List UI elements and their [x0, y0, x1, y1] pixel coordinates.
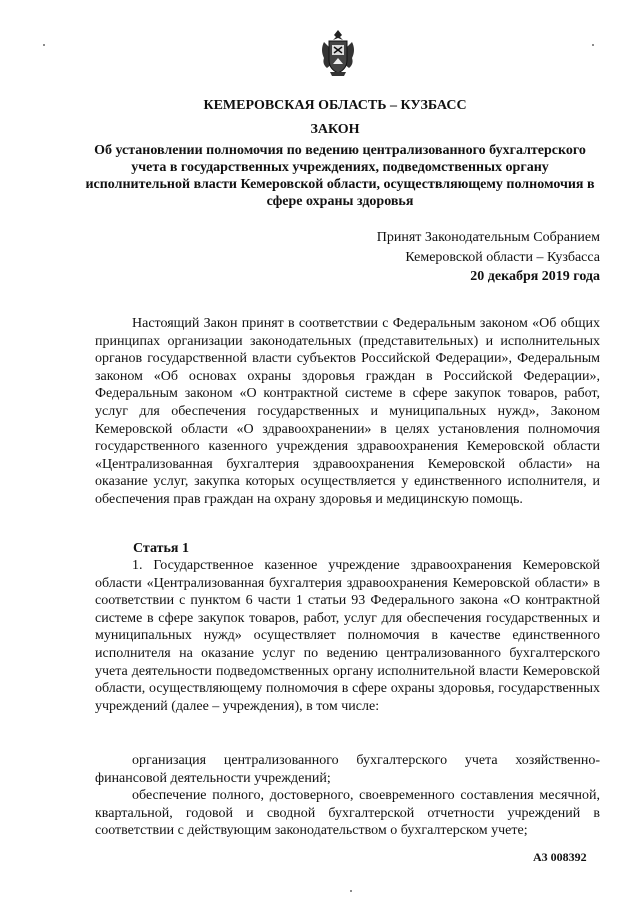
serial-number: А3 008392	[533, 850, 587, 864]
scan-speck	[43, 44, 45, 46]
law-heading: ЗАКОН	[310, 122, 360, 137]
article-1-item-2: обеспечение полного, достоверного, своевременного составления месячной, квартальной, годовой и сводной бухгалтерской отчетности учреждений в соответствии с действующим законодательством о бухгалтерском учете;	[95, 788, 600, 839]
article-1-paragraph-1: 1. Государственное казенное учреждение здравоохранения Кемеровской области «Централизованная бухгалтерия здравоохранения Кемеровской области» в соответствии с пунктом 6 части 1 статьи 93 Федерального закона «О контрактной системе в сфере закупок товаров, работ, услуг для обеспечения государственных и муниципальных нужд» осуществляет полномочия в качестве единственного исполнителя на оказание услуг по ведению централизованного бухгалтерского учета деятельности подведомственных органу исполнительной власти Кемеровской области, осуществляющему полномочия в сфере охраны здоровья, государственных учреждений (далее – учреждения), в том числе:	[95, 558, 600, 714]
article-1-item-1: организация централизованного бухгалтерского учета хозяйственно-финансовой деятельности учреждений;	[95, 753, 600, 786]
scan-speck	[592, 44, 594, 46]
adoption-line-1: Принят Законодательным Собранием	[376, 230, 600, 245]
adoption-line-2: Кемеровской области – Кузбасса	[405, 249, 600, 265]
scan-speck	[350, 890, 352, 892]
adoption-block	[377, 228, 600, 287]
coat-of-arms-icon	[318, 28, 358, 78]
preamble-paragraph: Настоящий Закон принят в соответствии с Федеральным законом «Об общих принципах организации законодательных (представительных) и исполнительных органов государственной власти субъектов Российской Федерации», Федеральным законом «Об основах охраны здоровья граждан в Российской Федерации», Федеральным законом «О контрактной системе в сфере закупок товаров, работ, услуг для обеспечения государственных и муниципальных нужд», Законом Кемеровской области «О здравоохранении» в целях установления полномочия государственного казенного учреждения здравоохранения Кемеровской области «Централизованная бухгалтерия здравоохранения Кемеровской области» на оказание услуг, закупка которых осуществляется у единственного исполнителя, и обеспечения прав граждан на охрану здоровья и медицинскую помощь.	[95, 316, 600, 507]
region-heading: КЕМЕРОВСКАЯ ОБЛАСТЬ – КУЗБАСС	[203, 98, 467, 113]
law-title: Об установлении полномочия по ведению централизованного бухгалтерского учета в государственных учреждениях, подведомственных органу исполнительной власти Кемеровской области, осуществляющему полномочия в сфере охраны здоровья	[85, 143, 595, 209]
article-1-title: Статья 1	[133, 541, 189, 556]
adoption-date: 20 декабря 2019 года	[470, 269, 600, 284]
